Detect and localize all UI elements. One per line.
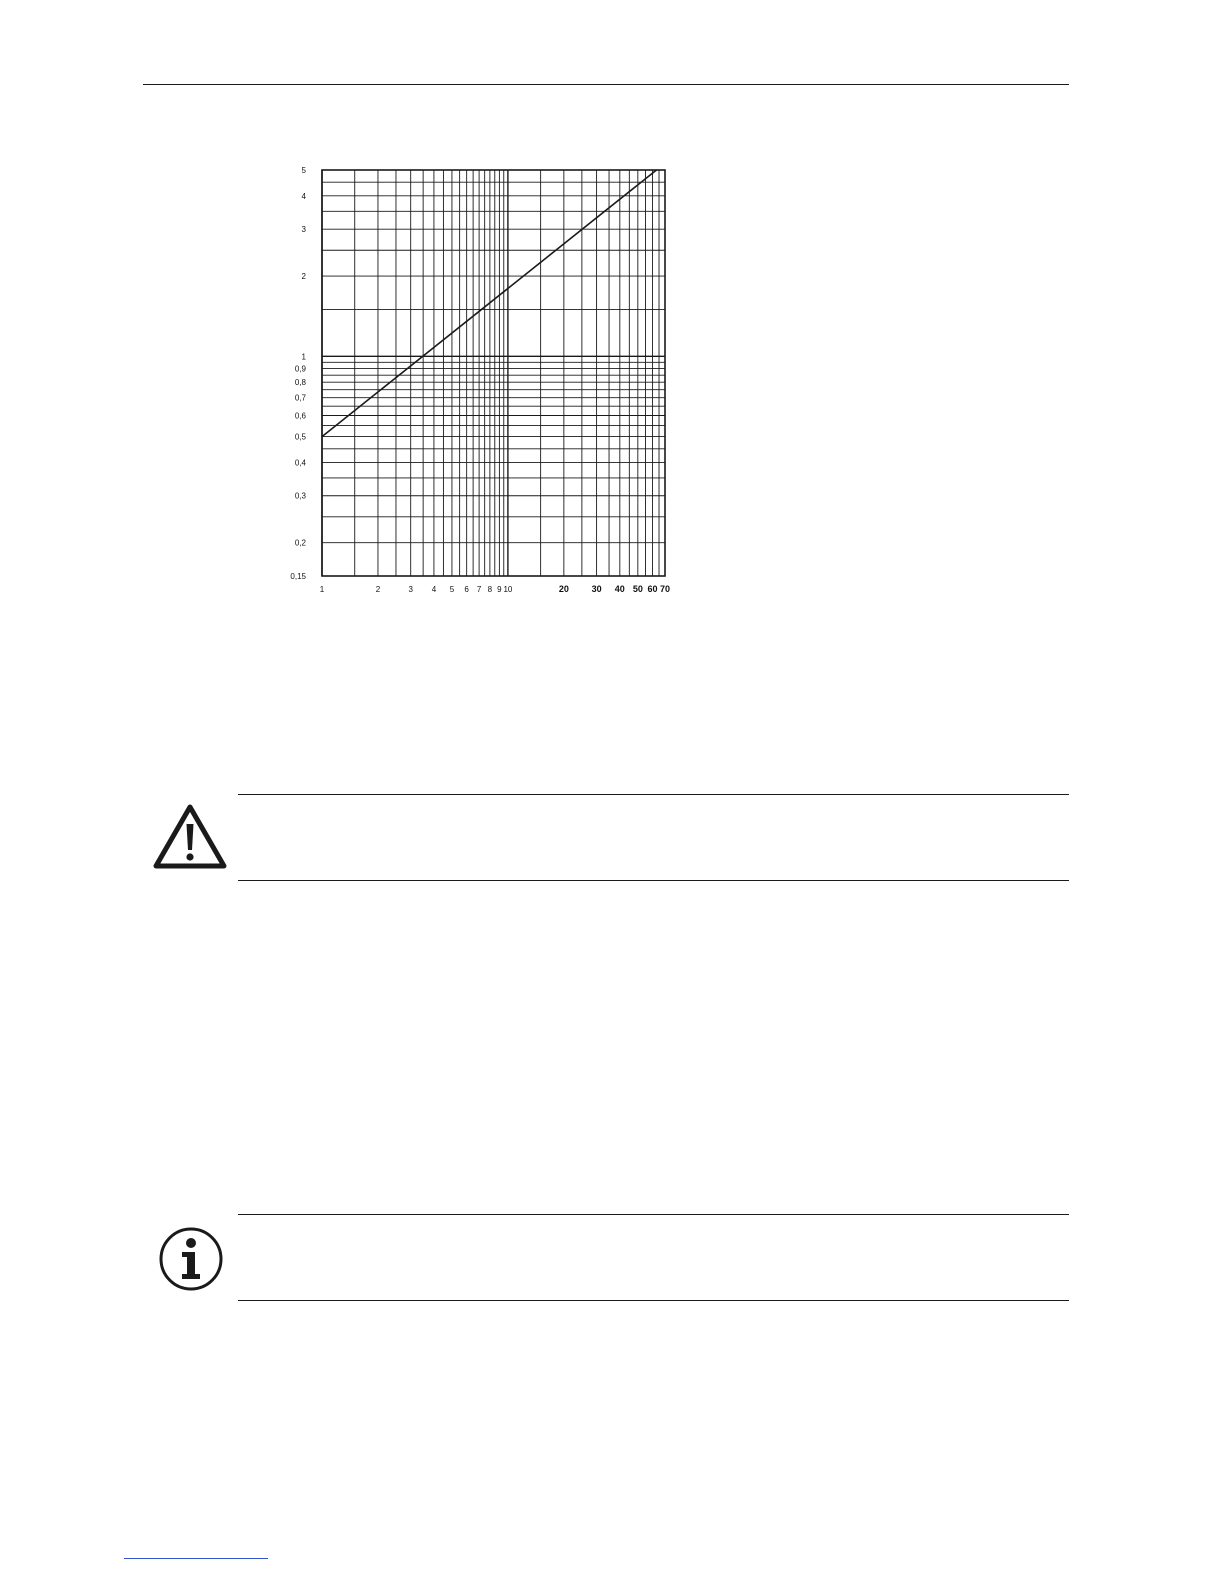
x-tick-label: 9 (497, 585, 502, 594)
log-log-chart (280, 158, 680, 598)
x-tick-label: 20 (558, 584, 569, 594)
plot-frame (322, 170, 665, 576)
x-tick-labels (320, 584, 670, 594)
y-tick-label: 0,4 (294, 458, 306, 468)
x-tick-label: 70 (659, 584, 671, 594)
y-gridlines (322, 170, 665, 576)
y-tick-label: 5 (301, 166, 306, 175)
x-tick-label: 60 (647, 584, 658, 594)
warning-top-rule (238, 794, 1069, 795)
x-tick-label: 2 (375, 585, 381, 594)
x-tick-label: 40 (614, 584, 625, 594)
header-rule (143, 84, 1069, 85)
x-tick-label: 5 (449, 585, 455, 594)
x-tick-label: 10 (503, 585, 513, 594)
y-tick-label: 0,8 (294, 378, 306, 388)
y-tick-label: 0,2 (294, 538, 306, 548)
info-circle-icon (158, 1226, 224, 1292)
y-tick-labels (290, 166, 306, 581)
info-bottom-rule (238, 1300, 1069, 1301)
info-top-rule (238, 1214, 1069, 1215)
x-tick-label: 1 (319, 585, 325, 594)
series-line (322, 170, 656, 437)
x-tick-label: 3 (408, 585, 413, 594)
x-tick-label: 4 (431, 585, 437, 594)
y-tick-label: 3 (301, 225, 306, 235)
y-tick-label: 0,5 (294, 432, 306, 442)
y-tick-label: 0,6 (294, 411, 306, 421)
y-tick-label: 0,15 (290, 572, 306, 581)
footer-link-underline[interactable] (124, 1558, 268, 1559)
x-tick-label: 30 (591, 584, 602, 594)
y-tick-label: 0,7 (294, 393, 306, 403)
y-tick-label: 0,9 (294, 364, 306, 374)
series-group (322, 170, 656, 437)
y-tick-label: 1 (301, 352, 306, 362)
warning-bottom-rule (238, 880, 1069, 881)
y-tick-label: 0,3 (294, 491, 306, 501)
y-tick-label: 4 (301, 191, 306, 201)
x-tick-label: 8 (487, 585, 493, 594)
x-tick-label: 7 (476, 585, 482, 594)
y-tick-label: 2 (301, 272, 306, 282)
x-tick-label: 50 (632, 584, 643, 594)
warning-triangle-icon (152, 802, 228, 870)
x-gridlines (322, 170, 665, 576)
x-tick-label: 6 (464, 585, 469, 594)
